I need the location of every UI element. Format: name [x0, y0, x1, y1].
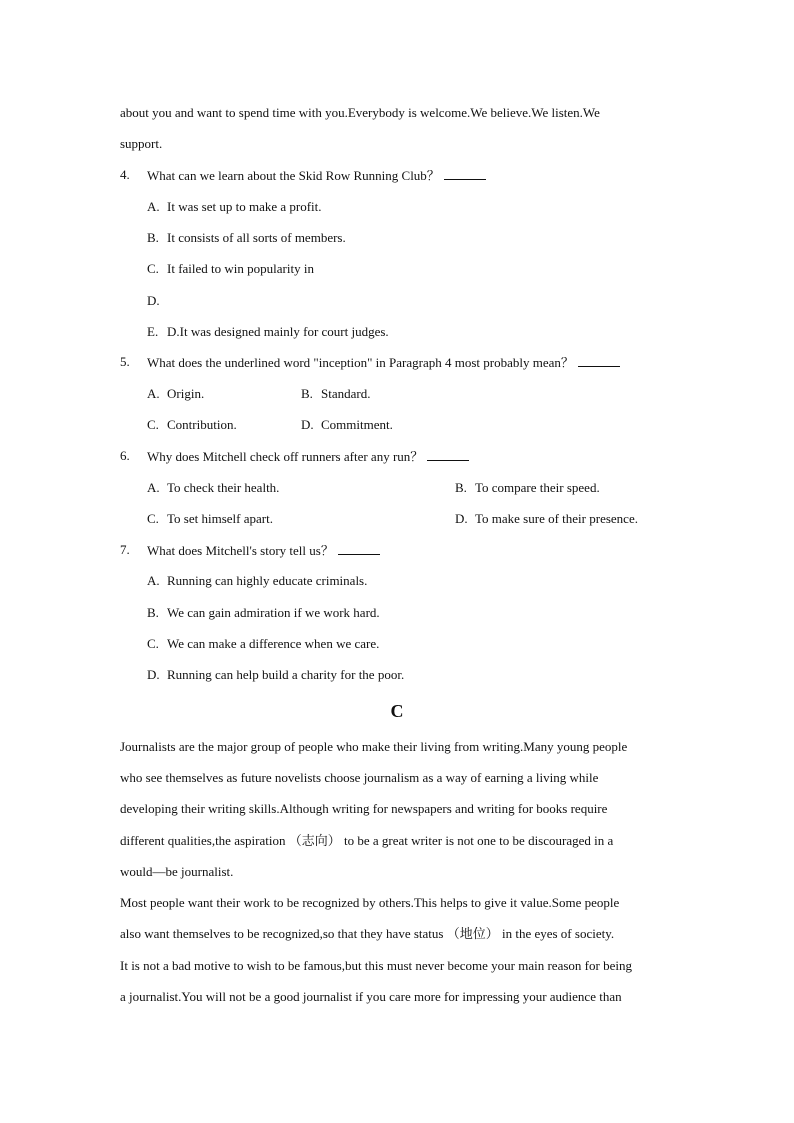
question-5-stem: What does the underlined word "inception" in Paragraph 4 most probably mean？ — [147, 355, 574, 370]
passage-line: who see themselves as future novelists choose journalism as a way of earning a living while — [120, 770, 599, 785]
question-6-stem: Why does Mitchell check off runners after any run？ — [147, 449, 424, 464]
passage-line: different qualities,the aspiration （志向） to be a great writer is not one to be discouraged in a — [120, 833, 614, 848]
option-letter: C. — [147, 511, 159, 526]
answer-blank — [578, 353, 620, 367]
passage-line: It is not a bad motive to wish to be famous,but this must never become your main reason for being — [120, 958, 632, 973]
option-text: Standard. — [321, 386, 371, 401]
option-text: Running can help build a charity for the poor. — [167, 667, 405, 682]
question-4-number: 4. — [120, 167, 130, 182]
option-text: To compare their speed. — [475, 480, 600, 495]
answer-blank — [427, 447, 469, 461]
question-7-option-c — [147, 635, 379, 653]
question-7-number: 7. — [120, 542, 130, 557]
question-7-option-a — [147, 572, 367, 590]
option-letter: C. — [147, 417, 159, 432]
option-letter: A. — [147, 199, 160, 214]
question-5-option-c — [147, 416, 237, 434]
question-5-text — [147, 353, 620, 372]
question-7-option-d — [147, 666, 404, 684]
option-text: It consists of all sorts of members. — [167, 230, 346, 245]
question-5-option-a — [147, 385, 204, 403]
option-text: We can make a difference when we care. — [167, 636, 380, 651]
option-letter: B. — [147, 230, 159, 245]
option-letter: B. — [301, 386, 313, 401]
option-text: Origin. — [167, 386, 205, 401]
answer-blank — [444, 166, 486, 180]
question-6-option-a — [147, 479, 279, 497]
option-letter: C. — [147, 636, 159, 651]
question-5-option-b — [301, 385, 370, 403]
question-7-text — [147, 541, 380, 560]
question-5-number: 5. — [120, 354, 130, 369]
option-text: Contribution. — [167, 417, 237, 432]
option-text: To set himself apart. — [167, 511, 273, 526]
option-letter: E. — [147, 324, 159, 339]
question-6-number: 6. — [120, 448, 130, 463]
question-4-option-c — [147, 260, 314, 278]
passage-line: would—be journalist. — [120, 864, 234, 879]
question-4-option-e — [147, 323, 389, 341]
option-letter: C. — [147, 261, 159, 276]
option-text: To check their health. — [167, 480, 280, 495]
intro-line-2: support. — [120, 136, 163, 151]
option-letter: A. — [147, 573, 160, 588]
question-4-option-d — [147, 292, 167, 310]
option-text: To make sure of their presence. — [475, 511, 638, 526]
option-letter: B. — [147, 605, 159, 620]
question-6-option-b — [455, 479, 600, 497]
option-text: Commitment. — [321, 417, 393, 432]
option-text: Running can highly educate criminals. — [167, 573, 368, 588]
option-letter: B. — [455, 480, 467, 495]
question-4-option-a — [147, 198, 322, 216]
option-text: It failed to win popularity in — [167, 261, 314, 276]
question-5-option-d — [301, 416, 393, 434]
option-text: D.It was designed mainly for court judges. — [167, 324, 389, 339]
passage-line: Most people want their work to be recognized by others.This helps to give it value.Some people — [120, 895, 620, 910]
question-6-option-d — [455, 510, 638, 528]
question-6-option-c — [147, 510, 273, 528]
question-4-option-b — [147, 229, 346, 247]
intro-line-1: about you and want to spend time with you.Everybody is welcome.We believe.We listen.We — [120, 105, 600, 120]
passage-line: a journalist.You will not be a good journalist if you care more for impressing your audience than — [120, 989, 622, 1004]
question-6-text — [147, 447, 469, 466]
option-letter: D. — [147, 667, 160, 682]
passage-line: developing their writing skills.Although writing for newspapers and writing for books require — [120, 801, 608, 816]
passage-line: also want themselves to be recognized,so that they have status （地位） in the eyes of society. — [120, 926, 615, 941]
option-letter: D. — [147, 293, 160, 308]
answer-blank — [338, 541, 380, 555]
option-letter: A. — [147, 386, 160, 401]
question-4-text — [147, 166, 486, 185]
question-4-stem: What can we learn about the Skid Row Running Club？ — [147, 168, 440, 183]
option-letter: D. — [455, 511, 468, 526]
passage-line: Journalists are the major group of people who make their living from writing.Many young people — [120, 739, 628, 754]
question-7-option-b — [147, 604, 380, 622]
option-text: It was set up to make a profit. — [167, 199, 322, 214]
option-letter: D. — [301, 417, 314, 432]
section-heading: C — [390, 701, 404, 721]
option-letter: A. — [147, 480, 160, 495]
option-text: We can gain admiration if we work hard. — [167, 605, 380, 620]
question-7-stem: What does Mitchell's story tell us？ — [147, 543, 334, 558]
